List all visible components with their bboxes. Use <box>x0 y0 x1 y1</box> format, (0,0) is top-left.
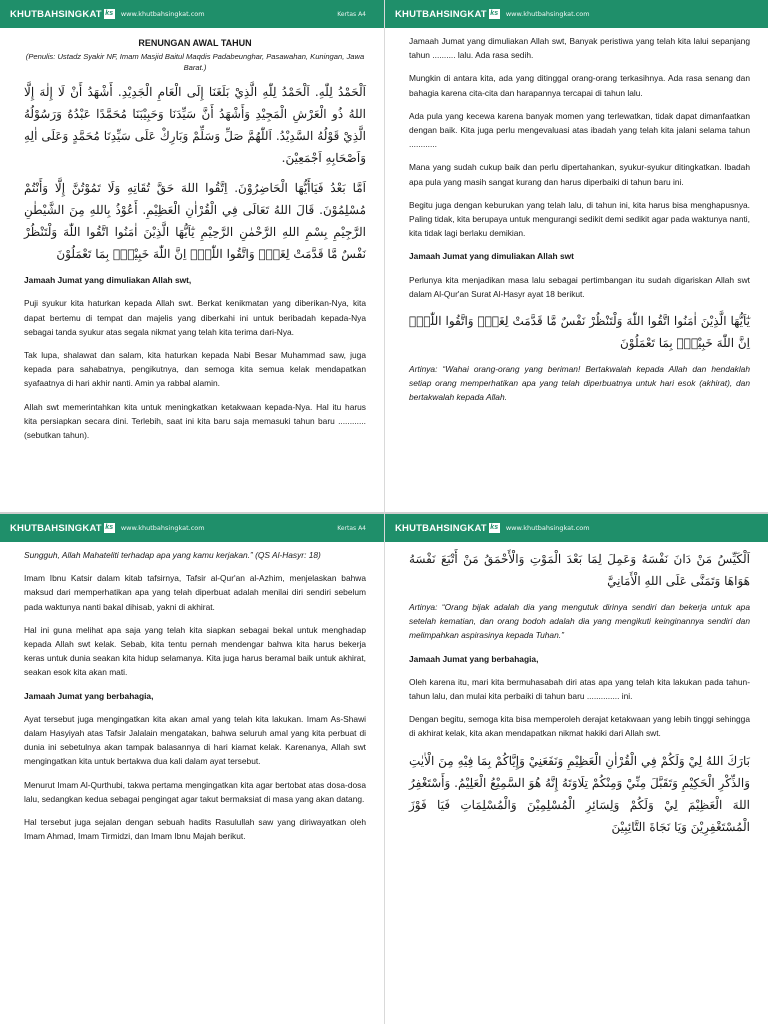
arabic-opening: اَلْحَمْدُ لِلّٰهِ. اَلْحَمْدُ لِلّٰهِ الَّذِيْ بَلَغَنَا إِلَى الْعَامِ الْجَدِيْدِ. أَشْهَدُ أَنْ لَا إِلٰهَ إِلَّا اللهُ ذُو الْعَرْشِ الْمَجِيْدِ وَأَشْهَدُ أَنَّ سَيِّدَنَا وَحَبِيْبَنَا مُحَمَّدًا عَبْدُهُ وَرَسُوْلُهُ الَّذِيْ قَوْلُهُ السَّدِيْدُ. اَللّٰهُمَّ صَلِّ وَسَلِّمْ وَبَارِكْ عَلَى سَيِّدِنَا مُحَمَّدٍ وَعَلَى اٰلِهِ وَاَصْحَابِهِ اَجْمَعِيْنَ. <box>24 85 366 166</box>
logo-mark-icon: ks <box>490 10 499 17</box>
paper-size: Kertas A4 <box>337 10 366 18</box>
author-credit: (Penulis: Ustadz Syakir NF, Imam Masjid Baitul Maqdis Padabeunghar, Pasawahan, Kuningan, Jawa Barat.) <box>25 52 365 73</box>
paragraph: Begitu juga dengan keburukan yang telah lalu, di tahun ini, kita harus bisa menghapusnya. Paling tidak, kita berupaya untuk mengurangi sedikit demi sedikit agar pada waktunya nanti, kita tidak lagi berlaku demikian. <box>409 199 750 239</box>
section-heading: Jamaah Jumat yang dimuliakan Allah swt, <box>24 275 192 286</box>
page-4 <box>384 512 768 1024</box>
hadith-translation: Artinya: “Orang bijak adalah dia yang mengutuk dirinya sendiri dan bekerja untuk apa setelah kematian, dan orang bodoh adalah dia yang mengikuti keinginannya sendiri dan melimpahkan aspirasinya kepada Tuhan.” <box>409 602 750 641</box>
paragraph: Tak lupa, shalawat dan salam, kita haturkan kepada Nabi Besar Muhammad saw, juga kepada para sahabatnya, pengikutnya, dan semoga kita semua kelak mendapatkan syafaatnya di hari akhir nanti. Amin ya rabbal alamin. <box>24 350 366 389</box>
section-heading: Jamaah Jumat yang berbahagia, <box>24 690 154 701</box>
paragraph: Puji syukur kita haturkan kepada Allah swt. Berkat kenikmatan yang diberikan-Nya, kita dapat bertemu di tempat dan majelis yang diberkahi ini untuk beribadah kepada-Nya sebagai tanda syukur atas segala nikmat yang telah kita terima dari-Nya. <box>24 298 366 337</box>
paragraph: Oleh karena itu, mari kita bermuhasabah diri atas apa yang telah kita lakukan pada tahun-tahun lalu, dan mulai kita perbaiki di tahun baru .............. ini. <box>409 676 750 702</box>
section-heading: Jamaah Jumat yang berbahagia, <box>409 653 539 664</box>
paragraph: Mungkin di antara kita, ada yang ditinggal orang-orang terkasihnya. Ada rasa senang dan bahagia karena cita-cita dan harapannya tercapai di tahun lalu. <box>409 73 750 98</box>
page-body <box>385 542 768 838</box>
paragraph: Mana yang sudah cukup baik dan perlu dipertahankan, syukur-syukur ditingkatkan. Ibadah apa pula yang masih sangat kurang dan harus diperbaiki di tahun baru ini. <box>409 162 750 187</box>
page-body <box>385 28 768 405</box>
paragraph: Jamaah Jumat yang dimuliakan Allah swt, Banyak peristiwa yang telah kita lalui sepanjang tahun .......... lalu. Ada rasa sedih. <box>409 36 750 61</box>
paragraph: Hal ini guna melihat apa saja yang telah kita siapkan sebagai bekal untuk menghadap kepada Allah swt kelak. Sebab, kita tentu pernah mendengar bahwa kita harus bekerja keras untuk dunia seakan kita hidup selamanya. Kita juga harus beramal baik untuk akhirat, seakan esok kita akan mati. <box>24 624 366 678</box>
paragraph: Menurut Imam Al-Qurthubi, takwa pertama mengingatkan kita agar bertobat atas dosa-dosa lalu, sedangkan kedua sebagai pengingat agar takut bermaksiat di masa yang akan datang. <box>24 779 366 804</box>
arabic-hadith: اَلْكَيِّسُ مَنْ دَانَ نَفْسَهُ وَعَمِلَ لِمَا بَعْدَ الْمَوْتِ وَالْأَحْمَقُ مَنْ أَتْبَعَ نَفْسَهُ هَوَاهَا وَتَمَنَّى عَلَى اللهِ الْأَمَانِيَّ <box>409 552 750 588</box>
section-heading: Jamaah Jumat yang dimuliakan Allah swt <box>409 251 574 262</box>
site-logo: KHUTBAHSINGKAT ks <box>10 8 114 20</box>
paragraph: Perlunya kita menjadikan masa lalu sebagai pertimbangan itu sudah digariskan Allah swt dalam Al-Qur'an Surat Al-Hasyr ayat 18 berikut. <box>409 274 750 299</box>
paper-size: Kertas A4 <box>337 524 366 532</box>
page-header <box>0 0 384 28</box>
paragraph: Ayat tersebut juga mengingatkan kita akan amal yang telah kita lakukan. Imam As-Shawi dalam Hasyiyah atas Tafsir Jalalain mengatakan, bahwa seluruh amal yang kita perbuat di dunia ini sebetulnya akan tampak balasannya di hari kiamat kelak. Karenanya, Allah swt mengingatkan kita untuk bertakwa dua kali dalam ayat tersebut. <box>24 713 366 767</box>
arabic-closing-prayer: بَارَكَ اللهُ لِيْ وَلَكُمْ فِي الْقُرْاٰنِ الْعَظِيْمِ وَنَفَعَنِيْ وَإِيَّاكُمْ بِمَا فِيْهِ مِنَ الْاٰيٰتِ وَالذِّكْرِ الْحَكِيْمِ وَتَقَبَّلَ مِنِّيْ وَمِنْكُمْ تِلَاوَتَهُ إِنَّهُ هُوَ السَّمِيْعُ الْعَلِيْمُ. وَأَسْتَغْفِرُ اللهَ الْعَظِيْمَ لِيْ وَلَكُمْ وَلِسَائِرِ الْمُسْلِمِيْنَ وَالْمُسْلِمَاتِ فَيَا فَوْزَ الْمُسْتَغْفِرِيْنَ وَيَا نَجَاةَ التَّائِبِيْنَ <box>409 753 750 834</box>
page-header <box>385 514 768 542</box>
arabic-ayat: يٰٓاَيُّهَا الَّذِيْنَ اٰمَنُوا اتَّقُوا اللّٰهَ وَلْتَنْظُرْ نَفْسٌ مَّا قَدَّمَتْ لِغَدٍۚ وَاتَّقُوا اللّٰهَۗ اِنَّ اللّٰهَ خَبِيْرٌۢ بِمَا تَعْمَلُوْنَ <box>409 314 750 351</box>
page-body <box>0 28 384 442</box>
paragraph: Dengan begitu, semoga kita bisa memperoleh derajat ketakwaan yang lebih tinggi sehingga di akhirat kelak, kita akan mendapatkan nikmat hakiki dari Allah swt. <box>409 714 750 739</box>
paragraph: Hal tersebut juga sejalan dengan sebuah hadits Rasulullah saw yang diriwayatkan oleh Imam Ahmad, Imam Tirmidzi, dan Imam Ibnu Majah berikut. <box>24 817 366 842</box>
site-logo: KHUTBAHSINGKAT ks <box>395 522 499 534</box>
site-logo: KHUTBAHSINGKAT ks <box>10 522 114 534</box>
translation-continued: Sungguh, Allah Mahateliti terhadap apa yang kamu kerjakan.” (QS Al-Hasyr: 18) <box>24 550 321 560</box>
page-2 <box>384 0 768 512</box>
site-url: www.khutbahsingkat.com <box>505 524 590 532</box>
page-body <box>0 542 384 843</box>
ayat-translation: Artinya: “Wahai orang-orang yang beriman! Bertakwalah kepada Allah dan hendaklah setiap orang memperhatikan apa yang telah diperbuatnya untuk hari esok (akhirat), dan bertakwalah kepada Allah. <box>409 364 750 403</box>
paragraph: Imam Ibnu Katsir dalam kitab tafsirnya, Tafsir al-Qur'an al-Azhim, menjelaskan bahwa maksud dari memperhatikan apa yang telah diperbuat adalah menilai diri sendiri sebelum pada waktunya nanti bakal dihisab, yakni di akhirat. <box>24 573 366 612</box>
logo-mark-icon: ks <box>490 524 499 531</box>
page-header <box>0 514 384 542</box>
site-url: www.khutbahsingkat.com <box>120 524 205 532</box>
document-title: RENUNGAN AWAL TAHUN <box>138 38 252 48</box>
site-url: www.khutbahsingkat.com <box>120 10 205 18</box>
paragraph: Ada pula yang kecewa karena banyak momen yang terlewatkan, tidak dapat dimanfaatkan dengan baik. Kita juga perlu mengevaluasi atas ibadah yang telah kita jalani selama tahun ............ <box>409 110 750 150</box>
logo-mark-icon: ks <box>105 524 114 531</box>
site-url: www.khutbahsingkat.com <box>505 10 590 18</box>
site-logo: KHUTBAHSINGKAT ks <box>395 8 499 20</box>
arabic-amma-badu: اَمَّا بَعْدُ فَيَاأَيُّهَا الْحَاضِرُوْنَ. اِتَّقُوا اللهَ حَقَّ تُقَاتِهِ وَلَا تَمُوْتُنَّ إِلَّا وَأَنْتُمْ مُسْلِمُوْنَ. قَالَ اللهُ تَعَالَى فِي الْقُرْاٰنِ الْعَظِيْمِ. أَعُوْذُ بِاللهِ مِنَ الشَّيْطٰنِ الرَّجِيْمِ بِسْمِ اللهِ الرَّحْمٰنِ الرَّحِيْمِ يٰٓاَيُّهَا الَّذِيْنَ اٰمَنُوا اتَّقُوا اللّٰهَ وَلْتَنْظُرْ نَفْسٌ مَّا قَدَّمَتْ لِغَدٍۚ وَاتَّقُوا اللّٰهَۗ اِنَّ اللّٰهَ خَبِيْرٌۢ بِمَا تَعْمَلُوْنَ <box>24 181 366 262</box>
page-header <box>385 0 768 28</box>
logo-mark-icon: ks <box>105 10 114 17</box>
paragraph: Allah swt memerintahkan kita untuk meningkatkan ketakwaan kepada-Nya. Hal itu harus kita persiapkan secara dini. Terlebih, saat ini kita baru saja memasuki tahun baru ............ (sebutkan tahun). <box>24 401 366 441</box>
page-1 <box>0 0 384 512</box>
page-3 <box>0 512 384 1024</box>
